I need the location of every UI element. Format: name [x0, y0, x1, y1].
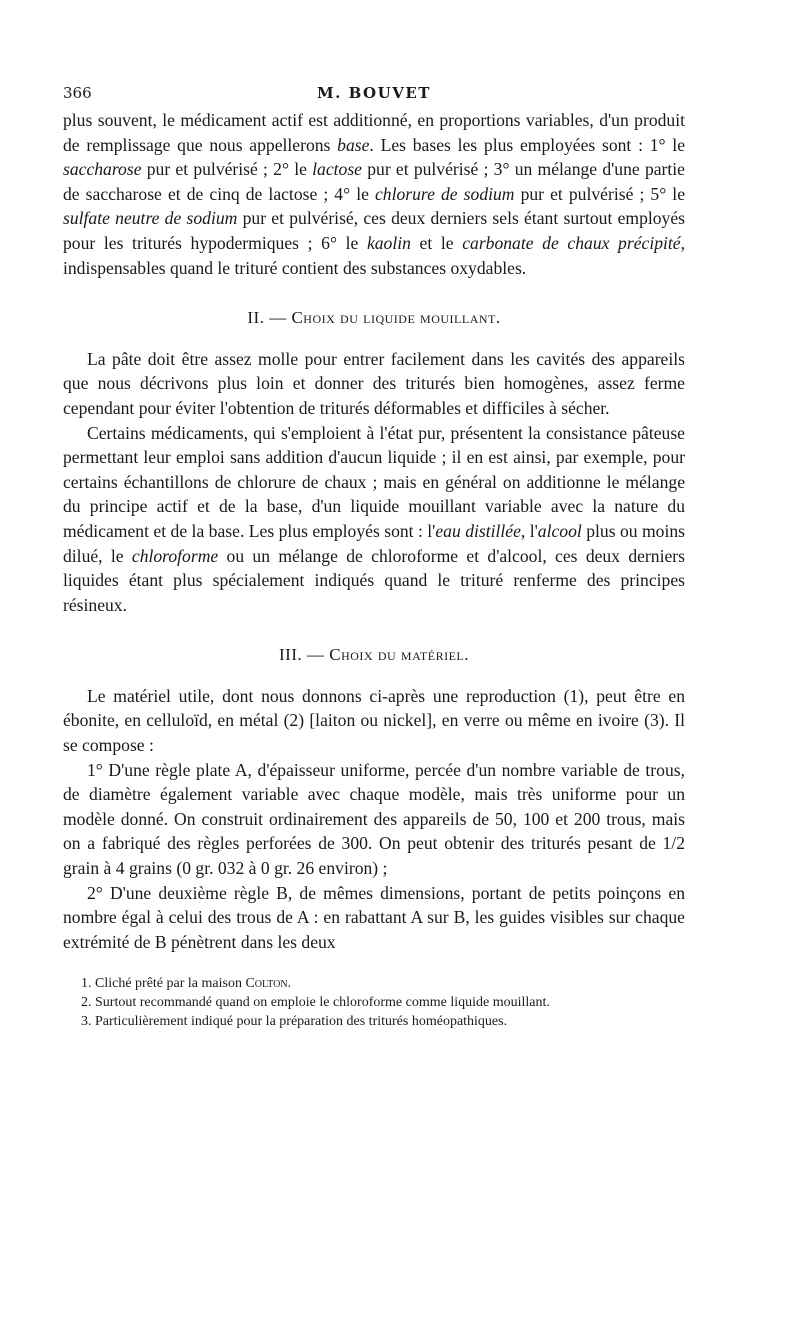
- footnote-2: 2. Surtout recommandé quand on emploie le chloroforme comme liquide mouillant.: [81, 995, 550, 1011]
- body-text: [63, 108, 685, 954]
- paragraph-regle-a: 1° D'une règle plate A, d'épaisseur uniforme, percée d'un nombre variable de trous, de diamètre également variable avec chaque modèle, mais très uniforme pour un modèle donné. On construit ordinairement des appareils de 50, 100 et 200 trous, mais on a fabriqué des règles perforées de 300. On peut obtenir des triturés pesant de 1/2 grain à 4 grains (0 gr. 032 à 0 gr. 26 environ) ;: [63, 759, 685, 879]
- footnote-ref-2: (2): [283, 710, 305, 731]
- section-heading-ii: II. — Choix du liquide mouillant.: [247, 308, 501, 328]
- footnote-3: 3. Particulièrement indiqué pour la préparation des triturés homéopathiques.: [81, 1014, 508, 1030]
- paragraph-regle-b: 2° D'une deuxième règle B, de mêmes dimensions, portant de petits poinçons en nombre égal à celui des trous de A : en rabattant A sur B, les guides visibles sur chaque extrémité de B pénètrent dans les deux: [63, 882, 685, 952]
- paragraph-medicaments: Certains médicaments, qui s'emploient à l'état pur, présentent la consistance pâteuse permettant leur emploi sans addition d'aucun liquide ; il en est ainsi, par exemple, pour certains échantillons de chlorure de chaux ; mais en général on additionne le mélange du principe actif et de la base, d'un liquide mouillant variable avec la nature du médicament et de la base. Les plus employés sont : l'eau distillée, l'alcool plus ou moins dilué, le chloroforme ou un mélange de chloroforme et d'alcool, ces deux derniers liquides étant plus spécialement indiqués quand le trituré renferme des principes résineux.: [63, 422, 686, 615]
- paragraph-pate: La pâte doit être assez molle pour entrer facilement dans les cavités des appareils que nous décrivons plus loin et donner des triturés bien homogènes, assez ferme cependant pour éviter l'obtention de triturés déformables et difficiles à sécher.: [63, 348, 685, 418]
- running-head: [63, 84, 685, 108]
- section-heading-iii: III. — Choix du matériel.: [279, 645, 469, 665]
- footnote-ref-1: (1): [563, 685, 585, 706]
- paragraph-materiel: Le matériel utile, dont nous donnons ci-après une reproduction (1), peut être en ébonite, en celluloïd, en métal (2) [laiton ou nickel], en verre ou même en ivoire (3). Il se compose :: [63, 685, 685, 756]
- footnote-1: 1. Cliché prêté par la maison Colton.: [81, 976, 292, 992]
- footnote-ref-3: (3): [644, 710, 665, 731]
- page-number: 366: [63, 84, 92, 102]
- page: [63, 84, 685, 1031]
- intro-paragraph: plus souvent, le médicament actif est additionné, en proportions variables, d'un produit de remplissage que nous appellerons base. Les bases les plus employées sont : 1° le saccharose pur et pulvérisé ; 2° le lactose pur et pulvérisé ; 3° un mélange d'une partie de saccharose et de cinq de lactose ; 4° le chlorure de sodium pur et pulvérisé ; 5° le sulfate neutre de sodium pur et pulvérisé, ces deux derniers sels étant surtout employés pour les triturés hypodermiques ; 6° le kaolin et le carbonate de chaux précipité, indispensables quand le trituré contient des substances oxydables.: [63, 110, 686, 278]
- footnotes: [63, 974, 685, 1031]
- running-head-author: M. BOUVET: [317, 84, 431, 102]
